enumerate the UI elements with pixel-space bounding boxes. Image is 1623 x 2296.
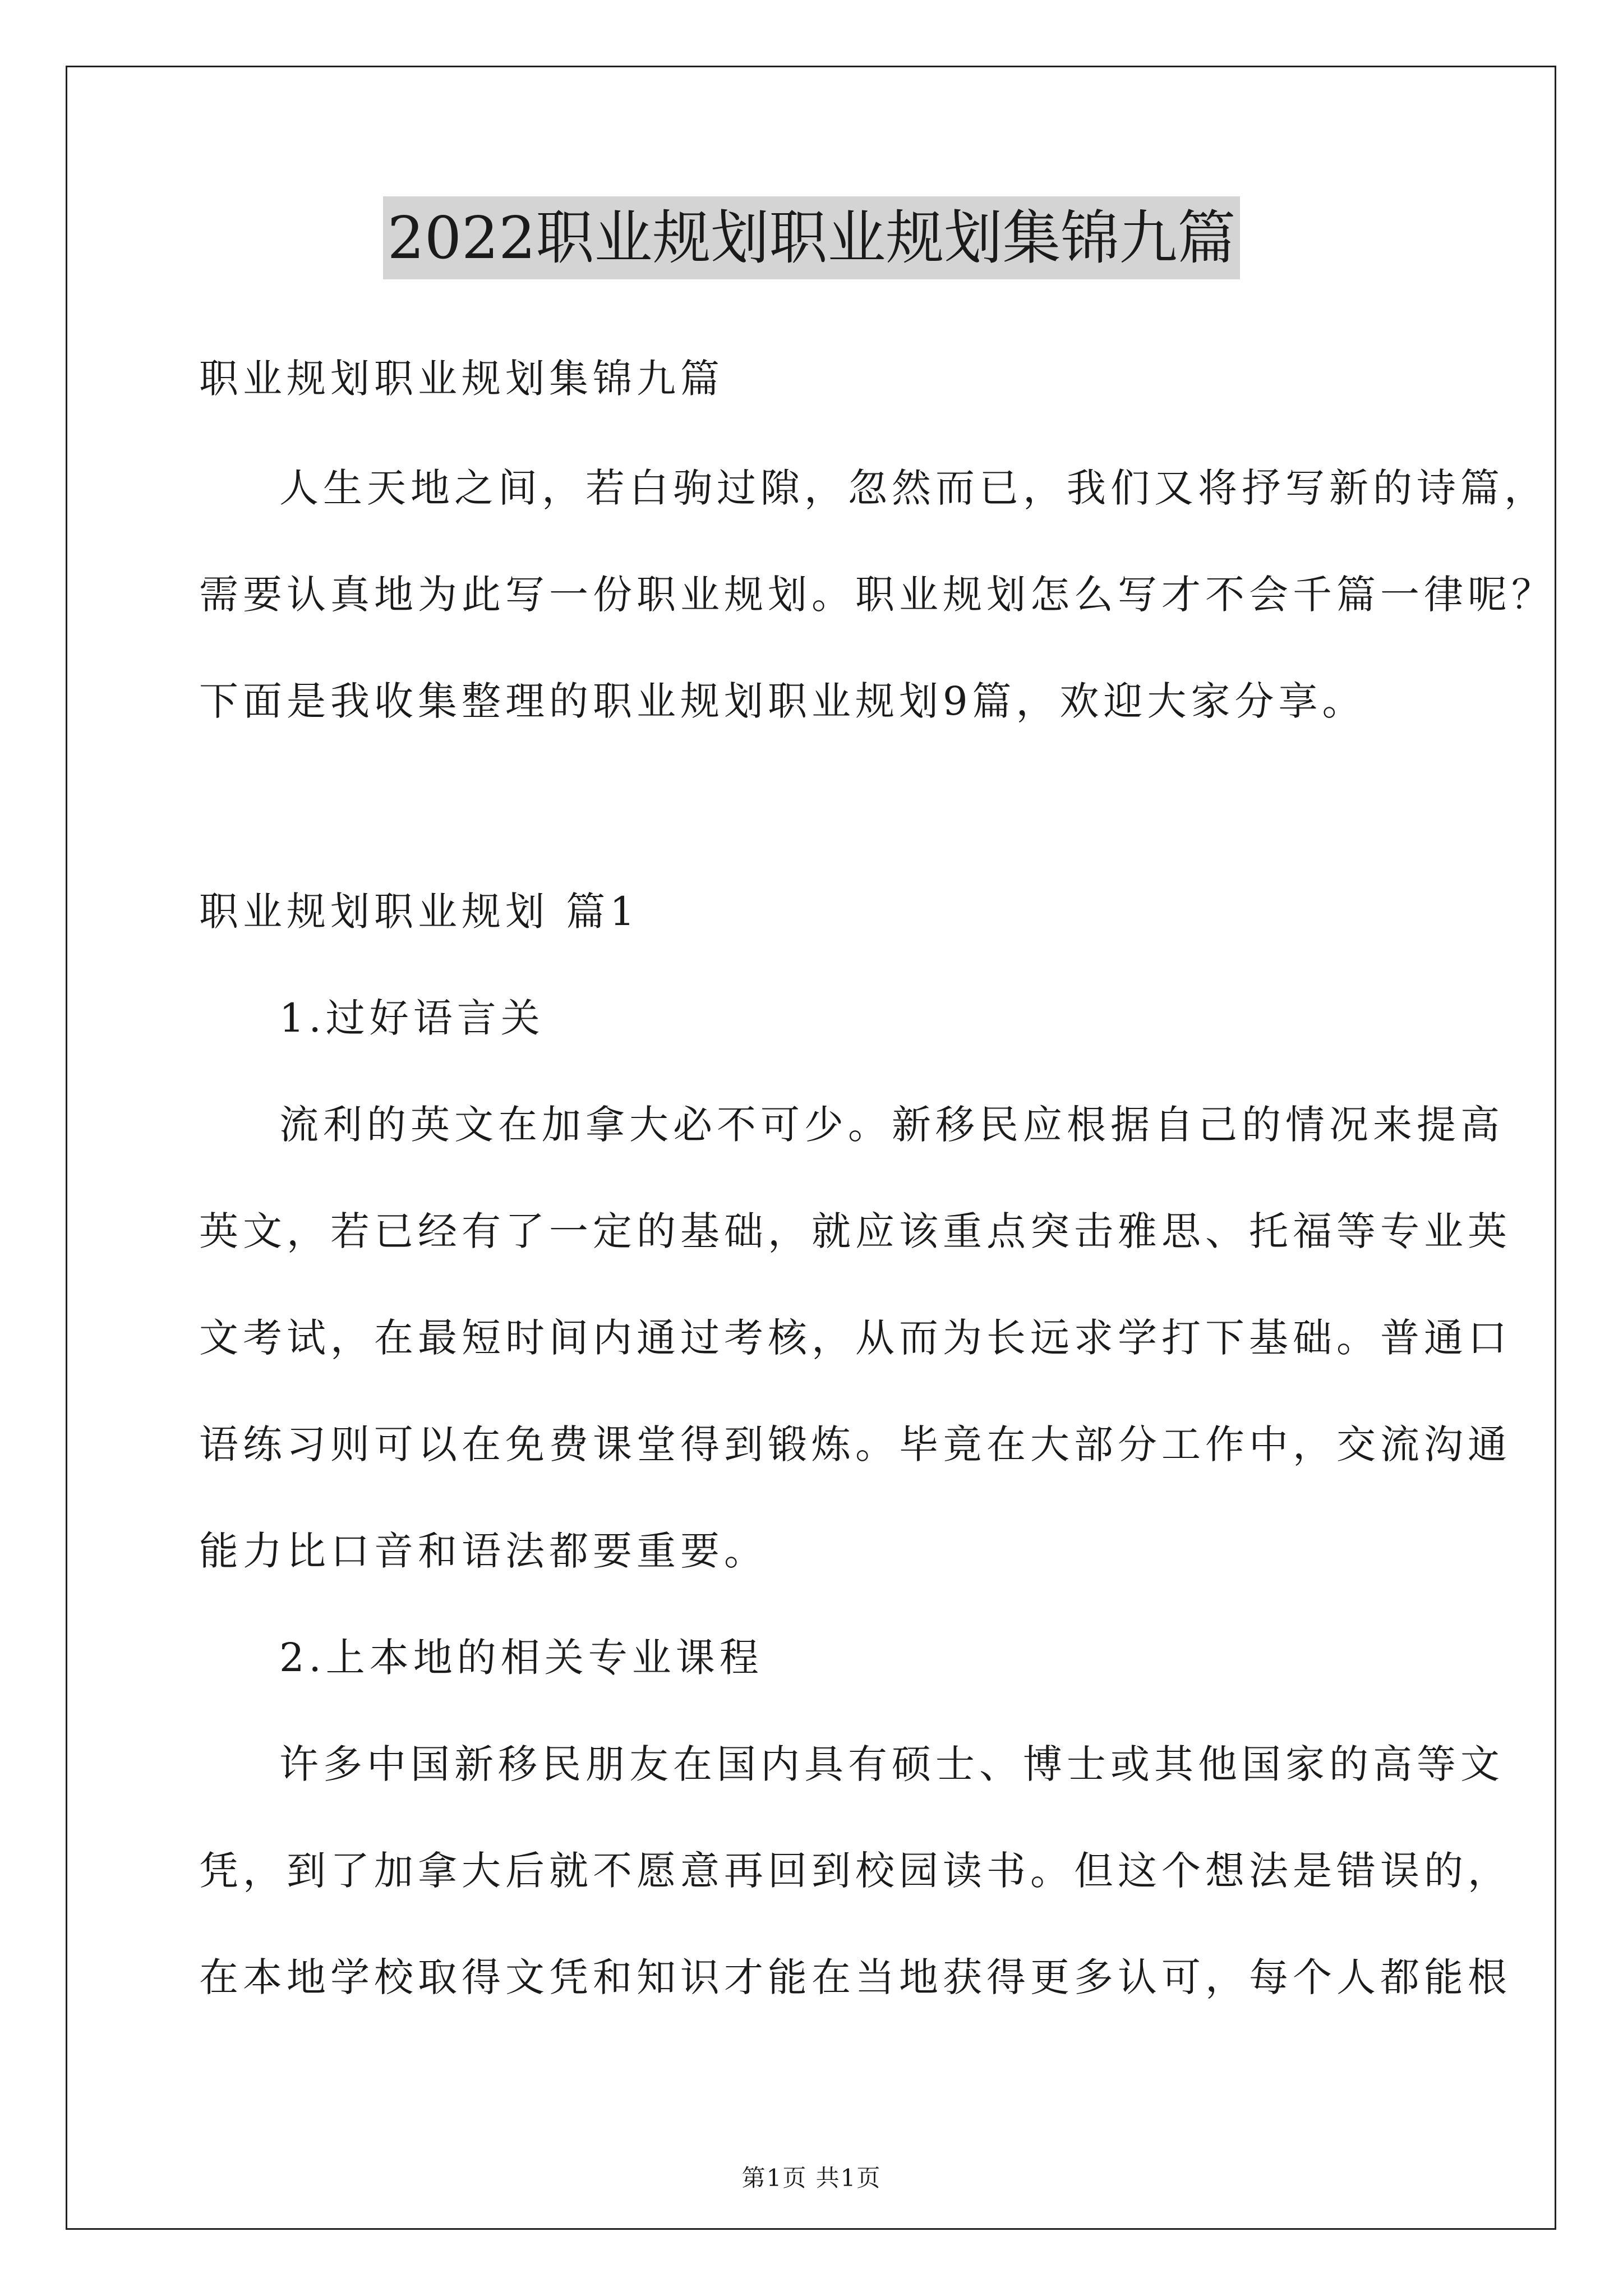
- item1-line-3: 文考试，在最短时间内通过考核，从而为长远求学打下基础。普通口: [199, 1315, 1511, 1361]
- document-title-text: 2022职业规划职业规划集锦九篇: [383, 196, 1241, 279]
- item2-heading: 2.上本地的相关专业课程: [279, 1635, 763, 1681]
- item1-line-5: 能力比口音和语法都要重要。: [199, 1528, 768, 1574]
- item1-line-1: 流利的英文在加拿大必不可少。新移民应根据自己的情况来提高: [279, 1102, 1504, 1148]
- intro-line-2: 需要认真地为此写一份职业规划。职业规划怎么写才不会千篇一律呢？: [199, 572, 1555, 618]
- document-subtitle: 职业规划职业规划集锦九篇: [199, 356, 724, 402]
- intro-line-3: 下面是我收集整理的职业规划职业规划9篇，欢迎大家分享。: [199, 678, 1366, 724]
- document-title: [0, 196, 1623, 279]
- page-number-footer: 第1页 共1页: [741, 2164, 882, 2192]
- section-heading: 职业规划职业规划 篇1: [199, 889, 639, 935]
- item2-line-3: 在本地学校取得文凭和知识才能在当地获得更多认可，每个人都能根: [199, 1954, 1511, 2000]
- item1-heading: 1.过好语言关: [279, 995, 545, 1041]
- intro-line-1: 人生天地之间，若白驹过隙，忽然而已，我们又将抒写新的诗篇，: [279, 465, 1548, 511]
- item2-line-2: 凭，到了加拿大后就不愿意再回到校园读书。但这个想法是错误的，: [199, 1848, 1511, 1894]
- item1-line-2: 英文，若已经有了一定的基础，就应该重点突击雅思、托福等专业英: [199, 1208, 1511, 1254]
- item2-line-1: 许多中国新移民朋友在国内具有硕士、博士或其他国家的高等文: [279, 1741, 1504, 1787]
- item1-line-4: 语练习则可以在免费课堂得到锻炼。毕竟在大部分工作中，交流沟通: [199, 1421, 1511, 1467]
